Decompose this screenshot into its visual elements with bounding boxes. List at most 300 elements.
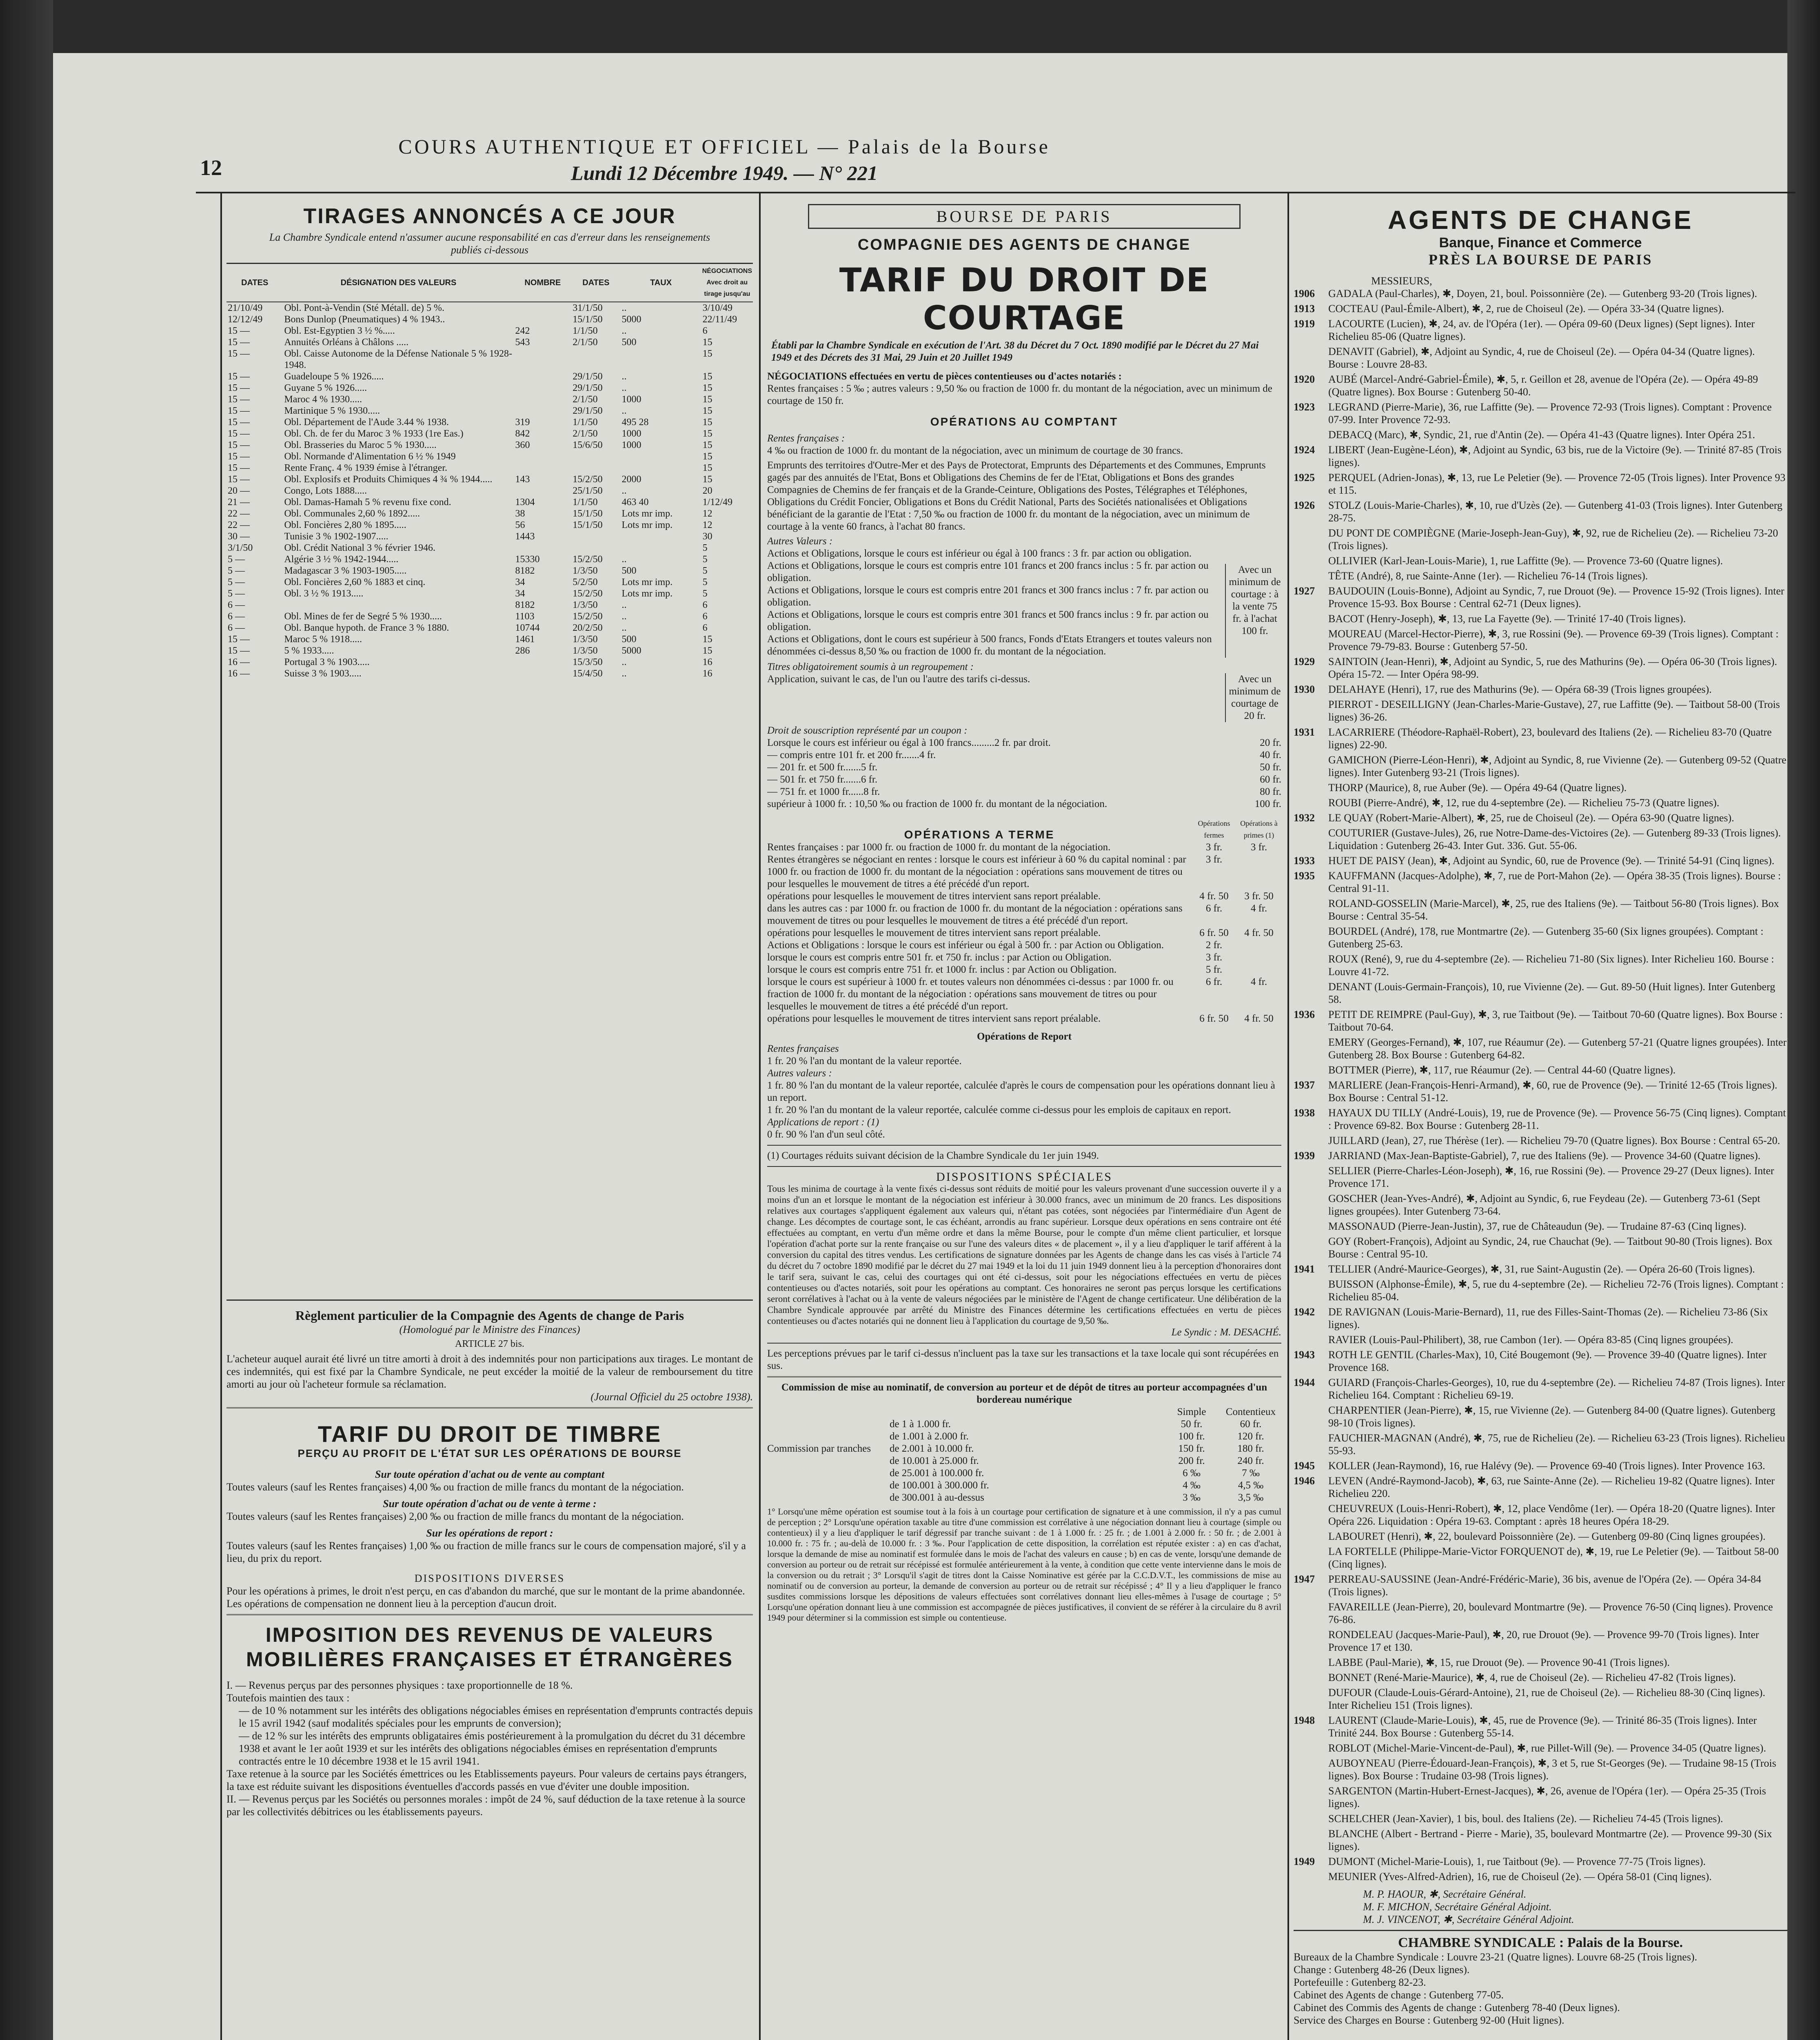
table-cell bbox=[514, 462, 571, 474]
table-cell: 15 — bbox=[228, 634, 250, 645]
list-item: 50 fr. bbox=[1260, 762, 1281, 773]
table-cell: .. bbox=[621, 623, 627, 633]
table-cell: 242 bbox=[515, 326, 530, 336]
table-cell: Algérie 3 ½ % 1942-1944..... bbox=[284, 554, 399, 565]
commission-row bbox=[890, 1467, 1281, 1479]
table-cell: Maroc 5 % 1918..... bbox=[284, 634, 362, 645]
tirages-title: TIRAGES ANNONCÉS A CE JOUR bbox=[303, 204, 676, 228]
table-cell: 1000 bbox=[621, 394, 641, 405]
autres-valeurs-list bbox=[767, 548, 1225, 658]
agent-year: 1927 bbox=[1294, 585, 1315, 597]
table-cell: 30 — bbox=[228, 531, 250, 542]
table-cell: 5 bbox=[702, 554, 708, 565]
table-cell: 6 — bbox=[228, 623, 245, 633]
agent-year: 1949 bbox=[1294, 1856, 1315, 1867]
nego-text: Rentes françaises : 5 ‰ ; autres valeurs : 9,50 ‰ ou fraction de 1000 fr. du montant de la négociation, avec un minimum de courtage de 150 fr. bbox=[767, 383, 1272, 406]
table-row bbox=[226, 337, 753, 348]
table-cell: 29/1/50 bbox=[573, 406, 603, 416]
terme-primes bbox=[1236, 964, 1281, 976]
agent-entry bbox=[1294, 1376, 1787, 1401]
agent-entry bbox=[1294, 827, 1787, 852]
agent-text: LEVEN (André-Raymond-Jacob), ✱, 63, rue Sainte-Anne (2e). — Richelieu 19-82 (Quatre lignes). Inter Richelieu 220. bbox=[1328, 1475, 1775, 1499]
table-cell: Madagascar 3 % 1903-1905..... bbox=[284, 565, 407, 576]
agent-entry bbox=[1294, 854, 1787, 867]
commission-row bbox=[890, 1443, 1281, 1455]
agent-year: 1937 bbox=[1294, 1079, 1315, 1091]
chambre-line: Cabinet des Commis des Agents de change : Gutenberg 78-40 (Deux lignes). bbox=[1294, 2002, 1620, 2013]
chambre-line: Portefeuille : Gutenberg 82-23. bbox=[1294, 1976, 1426, 1988]
report-a2: 1 fr. 20 % l'an du montant de la valeur reportée, calculée comme ci-dessus pour les emplois de capitaux en report. bbox=[767, 1104, 1231, 1115]
commission-row bbox=[890, 1455, 1281, 1467]
table-cell: Obl. Est-Egyptien 3 ½ %..... bbox=[284, 326, 395, 336]
table-cell: 1461 bbox=[515, 634, 535, 645]
table-cell: .. bbox=[621, 303, 627, 313]
table-cell: 15 bbox=[702, 337, 712, 348]
table-cell: .. bbox=[621, 657, 627, 667]
table-cell: 16 — bbox=[228, 657, 250, 667]
table-cell: Obl. Département de l'Aude 3.44 % 1938. bbox=[284, 417, 449, 428]
commission-row bbox=[890, 1430, 1281, 1443]
table-cell: 21/10/49 bbox=[228, 303, 263, 313]
terme-desc: opérations pour lesquelles le mouvement de titres intervient sans report préalable. bbox=[767, 1013, 1101, 1024]
terme-primes bbox=[1236, 939, 1281, 951]
agent-text: TELLIER (André-Maurice-Georges), ✱, 31, rue Saint-Augustin (2e). — Opéra 26-60 (Trois lignes). bbox=[1328, 1263, 1755, 1275]
table-row bbox=[226, 485, 753, 497]
imposition-p4: Taxe retenue à la source par les Sociétés émettrices ou les Etablissements payeurs. Pour valeurs de certains pays étrangers, la taxe est réduite suivant les dispositions éventuelles d'accords passés en vue d'éviter une double imposition. bbox=[226, 1768, 747, 1792]
table-cell: Guyane 5 % 1926..... bbox=[284, 383, 367, 393]
table-cell: Obl. Damas-Hamah 5 % revenu fixe cond. bbox=[284, 497, 451, 508]
agent-entry bbox=[1294, 554, 1787, 567]
table-cell bbox=[514, 668, 571, 679]
terme-desc: lorsque le cours est compris entre 751 fr. et 1000 fr. inclus : par Action ou Obligation. bbox=[767, 964, 1117, 975]
table-cell: 2/1/50 bbox=[573, 394, 598, 405]
table-cell: 842 bbox=[515, 428, 530, 439]
agent-text: PERQUEL (Adrien-Jonas), ✱, 13, rue Le Peletier (9e). — Provence 72-05 (Trois lignes). Inter Provence 93 et 115. bbox=[1328, 472, 1786, 496]
table-cell: 1000 bbox=[621, 428, 641, 439]
table-cell: 15 bbox=[702, 406, 712, 416]
table-cell bbox=[621, 531, 701, 542]
agent-entry bbox=[1294, 1573, 1787, 1598]
terme-row bbox=[767, 939, 1281, 951]
commission-row bbox=[890, 1479, 1281, 1492]
table-cell: 5000 bbox=[621, 645, 641, 656]
table-cell: 1000 bbox=[621, 440, 641, 450]
table-cell: Obl. Mines de fer de Segré 5 % 1930..... bbox=[284, 611, 442, 622]
table-cell bbox=[514, 394, 571, 405]
col-taux: TAUX bbox=[621, 264, 701, 302]
table-cell: 15 bbox=[702, 348, 712, 359]
agent-year: 1906 bbox=[1294, 288, 1315, 299]
table-cell: 463 40 bbox=[621, 497, 649, 508]
imposition-p2: — de 10 % notamment sur les intérêts des obligations négociables émises en représentation d'emprunts contractés depuis le 15 avril 1942 (sauf modalités spéciales pour les emprunts de conversion); bbox=[239, 1705, 753, 1729]
table-cell: 15 bbox=[702, 451, 712, 462]
table-cell: Lots mr imp. bbox=[621, 588, 673, 599]
agent-text: GOSCHER (Jean-Yves-André), ✱, Adjoint au Syndic, 6, rue Feydeau (2e). — Gutenberg 73-61 (Sept lignes groupées). Inter Gutenberg 73-64. bbox=[1328, 1193, 1760, 1217]
terme-fermes: 6 fr. 50 bbox=[1199, 927, 1229, 938]
table-cell: 15 — bbox=[228, 428, 250, 439]
agent-text: COUTURIER (Gustave-Jules), 26, rue Notre-Dame-des-Victoires (2e). — Gutenberg 89-33 (Trois lignes). Liquidation : Gutenberg 26-43. Inter Gut. 336. Gut. 55-06. bbox=[1328, 827, 1781, 851]
agent-year bbox=[1294, 1601, 1328, 1626]
table-cell: 5 bbox=[702, 588, 708, 599]
imposition-title: IMPOSITION DES REVENUS DE VALEURS MOBILIÈRES FRANÇAISES ET ÉTRANGÈRES bbox=[246, 1623, 733, 1671]
table-cell: 6 bbox=[702, 600, 708, 610]
agent-year bbox=[1294, 1278, 1328, 1303]
agent-year bbox=[1294, 1545, 1328, 1570]
list-item: Actions et Obligations, lorsque le cours est inférieur ou égal à 100 francs : 3 fr. par action ou obligation. bbox=[767, 548, 1192, 559]
table-row bbox=[226, 417, 753, 428]
table-cell: 15 — bbox=[228, 440, 250, 450]
commission-col-contentieux: Contentieux bbox=[1225, 1406, 1276, 1417]
table-cell: 20 bbox=[702, 486, 712, 496]
agent-text: ROTH LE GENTIL (Charles-Max), 10, Cité Bougemont (9e). — Provence 39-40 (Quatre lignes). Inter Provence 168. bbox=[1328, 1349, 1767, 1373]
table-cell: 5 % 1933..... bbox=[284, 645, 334, 656]
agent-entry bbox=[1294, 897, 1787, 922]
agent-year bbox=[1294, 612, 1328, 625]
timbre-disp-text-1: Pour les opérations à primes, le droit n'est perçu, en cas d'abandon du marché, que sur le montant de la prime abandonnée. bbox=[226, 1585, 745, 1597]
agent-text: BUISSON (Alphonse-Émile), ✱, 5, rue du 4-septembre (2e). — Richelieu 72-76 (Trois lignes). Comptant : Richelieu 85-04. bbox=[1328, 1278, 1784, 1303]
agent-year bbox=[1294, 1333, 1328, 1346]
rentes-fr-text: 4 ‰ ou fraction de 1000 fr. du montant de la négociation, avec un minimum de courtage de 30 francs. bbox=[767, 445, 1183, 456]
table-cell: 15 — bbox=[228, 371, 250, 382]
list-item: Actions et Obligations, dont le cours est supérieur à 500 francs, Fonds d'Etats Etrangers et toutes valeurs non dénommées ci-dessus 8,50 ‰ ou fraction de 1000 fr. du montant de la négociation. bbox=[767, 634, 1212, 657]
droit-list bbox=[767, 737, 1236, 810]
table-cell: 286 bbox=[515, 645, 530, 656]
agent-text: DENANT (Louis-Germain-François), 10, rue Vivienne (2e). — Gut. 89-50 (Huit lignes). Inter Gutenberg 58. bbox=[1328, 981, 1776, 1005]
table-cell: Lots mr imp. bbox=[621, 508, 673, 519]
terme-desc: lorsque le cours est compris entre 501 fr. et 750 fr. inclus : par Action ou Obligation. bbox=[767, 952, 1112, 963]
reglement-source: (Journal Officiel du 25 octobre 1938). bbox=[590, 1391, 753, 1403]
imposition-p1b: Toutefois maintien des taux : bbox=[226, 1692, 350, 1704]
chambre-title: CHAMBRE SYNDICALE : Palais de la Bourse. bbox=[1398, 1935, 1683, 1950]
terme-desc: Rentes étrangères se négociant en rentes : lorsque le cours est inférieur à 60 % du capital nominal : par 1000 fr. ou fraction de 1000 fr. du montant de la négociation : opérations sans mouvement de titres ou pour lesquelles le mouvement de titres a été précédé d'un report. bbox=[767, 854, 1186, 889]
table-row bbox=[226, 428, 753, 439]
agent-entry bbox=[1294, 925, 1787, 950]
table-row bbox=[226, 645, 753, 656]
staff-list bbox=[1294, 1888, 1787, 1926]
commission-simple: 200 fr. bbox=[1178, 1455, 1205, 1466]
table-row bbox=[226, 599, 753, 611]
emprunts-text: Emprunts des territoires d'Outre-Mer et des Pays de Protectorat, Emprunts des Départements et des Communes, Emprunts gagés par des annuités de l'Etat, Bons et Obligations des Chemins de fer de l'Etat, Obligations et Bons des grandes Compagnies de Chemins de fer français et de la Grande-Ceinture, Obligations des Postes, Télégraphes et Téléphones, Obligations du Crédit Foncier, Obligations et Bons du Crédit National, Parts des Sociétés nationalisées et Obligations bénéficiant de la garantie de l'Etat : 7,50 ‰ ou fraction de 1000 fr. du montant de la négociation, avec un minimum de courtage à la vente 60 francs, à l'achat 80 francs. bbox=[767, 460, 1266, 532]
table-row bbox=[226, 462, 753, 474]
table-row bbox=[226, 382, 753, 394]
commission-contentieux: 4,5 ‰ bbox=[1238, 1480, 1264, 1491]
agent-text: LEGRAND (Pierre-Marie), 36, rue Laffitte (9e). — Provence 72-93 (Trois lignes). Comptant : Provence 07-99. Inter Provence 72-93. bbox=[1328, 401, 1772, 426]
table-cell bbox=[514, 314, 571, 325]
table-cell: Obl. 3 ½ % 1913..... bbox=[284, 588, 364, 599]
agent-text: DENAVIT (Gabriel), ✱, Adjoint au Syndic, 4, rue de Choiseul (2e). — Opéra 04-34 (Quatre lignes). Bourse : Louvre 28-83. bbox=[1328, 346, 1755, 370]
table-cell: 5 bbox=[702, 577, 708, 588]
agent-entry bbox=[1294, 373, 1787, 398]
table-cell: Portugal 3 % 1903..... bbox=[284, 657, 370, 667]
op-report-heading: Opérations de Report bbox=[977, 1031, 1072, 1042]
terme-list bbox=[767, 841, 1281, 1025]
agent-entry bbox=[1294, 980, 1787, 1006]
agent-year bbox=[1294, 628, 1328, 653]
left-rule bbox=[220, 192, 222, 2040]
report-a1: 1 fr. 80 % l'an du montant de la valeur reportée, calculée d'après le cours de compensation pour les opérations donnant lieu à un report. bbox=[767, 1080, 1275, 1103]
terme-row bbox=[767, 854, 1281, 890]
table-cell: 6 — bbox=[228, 611, 245, 622]
agent-text: COCTEAU (Paul-Émile-Albert), ✱, 2, rue de Choiseul (2e). — Opéra 33-34 (Quatre lignes). bbox=[1328, 303, 1724, 315]
scan-edge-shadow bbox=[1787, 0, 1820, 2040]
commission-range: de 1 à 1.000 fr. bbox=[890, 1419, 951, 1430]
terme-row bbox=[767, 951, 1281, 964]
agent-year bbox=[1294, 897, 1328, 922]
agent-text: FAUCHIER-MAGNAN (André), ✱, 75, rue de Richelieu (2e). — Richelieu 63-23 (Trois lignes). Richelieu 55-93. bbox=[1328, 1432, 1785, 1457]
timbre-s3-text: Toutes valeurs (sauf les Rentes françaises) 1,00 ‰ ou fraction de mille francs sur le cours de compensation majoré, s'il y a lieu, du prix du report. bbox=[226, 1540, 746, 1564]
agent-text: BACOT (Henry-Joseph), ✱, 13, rue La Fayette (9e). — Trinité 17-40 (Trois lignes). bbox=[1328, 613, 1686, 625]
agent-year: 1930 bbox=[1294, 683, 1315, 695]
table-cell: 143 bbox=[515, 474, 530, 485]
col-remb-dates: DATES bbox=[571, 264, 620, 302]
table-cell: 15 — bbox=[228, 326, 250, 336]
agent-year bbox=[1294, 1235, 1328, 1260]
chambre-list bbox=[1294, 1951, 1787, 2027]
agent-text: DE RAVIGNAN (Louis-Marie-Bernard), 11, rue des Filles-Saint-Thomas (2e). — Richelieu 73-86 (Six lignes). bbox=[1328, 1306, 1768, 1330]
list-item: Lorsque le cours est inférieur ou égal à 100 francs.........2 fr. par droit. bbox=[767, 737, 1051, 748]
table-cell: 16 bbox=[702, 657, 712, 667]
terme-row bbox=[767, 927, 1281, 939]
agent-text: AUBOYNEAU (Pierre-Édouard-Jean-François), ✱, 3 et 5, rue St-Georges (9e). — Trudaine 98-15 (Trois lignes). Box Bourse : Trudaine 03-98 (Trois lignes). bbox=[1328, 1757, 1776, 1782]
agent-text: JARRIAND (Max-Jean-Baptiste-Gabriel), 7, rue des Italiens (9e). — Provence 34-60 (Quatre lignes). bbox=[1328, 1150, 1761, 1162]
agent-text: SARGENTON (Martin-Hubert-Ernest-Jacques), ✱, 26, avenue de l'Opéra (1er). — Opéra 25-35 (Trois lignes). bbox=[1328, 1785, 1766, 1809]
table-row bbox=[226, 348, 753, 371]
agent-year bbox=[1294, 1064, 1328, 1076]
agent-year bbox=[1294, 1785, 1328, 1810]
agent-text: ROUBI (Pierre-André), ✱, 12, rue du 4-septembre (2e). — Richelieu 75-73 (Quatre lignes). bbox=[1328, 797, 1720, 809]
agent-text: THORP (Maurice), 8, rue Auber (9e). — Opéra 49-64 (Quatre lignes). bbox=[1328, 782, 1627, 794]
agent-text: OLLIVIER (Karl-Jean-Louis-Marie), 1, rue Laffitte (9e). — Provence 73-60 (Quatre lignes). bbox=[1328, 555, 1723, 567]
table-cell: 34 bbox=[515, 588, 525, 599]
commission-contentieux: 240 fr. bbox=[1237, 1455, 1264, 1466]
col-nombre: NOMBRE bbox=[514, 264, 571, 302]
agent-text: SAINTOIN (Jean-Henri), ✱, Adjoint au Syndic, 5, rue des Mathurins (9e). — Opéra 06-30 (Trois lignes). Opéra 15-72. — Inter Opéra 98-99. bbox=[1328, 656, 1777, 680]
table-cell: 5 bbox=[702, 543, 708, 553]
commission-contentieux: 7 ‰ bbox=[1242, 1468, 1260, 1479]
agent-entry bbox=[1294, 1601, 1787, 1626]
table-cell: 15 — bbox=[228, 337, 250, 348]
agent-year: 1926 bbox=[1294, 499, 1315, 511]
agent-year: 1943 bbox=[1294, 1349, 1315, 1361]
chambre-line: Bureaux de la Chambre Syndicale : Louvre 23-21 (Quatre lignes). Louvre 68-25 (Trois lignes). bbox=[1294, 1951, 1697, 1963]
disp-spec-text: Tous les minima de courtage à la vente fixés ci-dessus sont réduits de moitié pour les valeurs provenant d'une succession ouverte il y a moins d'un an et lorsque le montant de la négociation est inférieur à 30.000 francs, avec un minimum de 20 francs. Les dispositions relatives aux courtages s'appliquent également aux valeurs qui, n'étant pas cotées, sont négociées par l'intermédiaire d'un Agent de change. Les décomptes de courtage sont, le cas échéant, arrondis au franc supérieur. Lorsque deux opérations en sens contraire ont été effectuées au comptant, en vertu d'un même ordre et dans la même Bourse, pour le compte d'un même client particulier, et lorsque l'opération d'achat porte sur la rente française ou sur l'une des valeurs dites « de placement », il y a lieu d'appliquer le tarif afférent à la conversion du capital des titres vendus. Les certifications de signature données par les Agents de change dans les cas visés à l'article 74 du décret du 7 octobre 1890 modifié par le décret du 27 mai 1949 et la loi du 11 juin 1949 donnent lieu à la perception d'honoraires dont le tarif sera, suivant le cas, celui des courtages qui ont été ci-dessus, soit pour les négociations effectuées en vertu de pièces contentieuses ou d'actes notariés, soit pour les opérations au comptant. Ces honoraires ne seront pas perçus lorsque les certifications seront corrélatives à l'achat ou à la vente de valeurs négociées par le ministère de l'Agent de change certificateur. Une délibération de la Chambre Syndicale approuvée par arrêté du Ministre des Finances détermine les certifications effectuées en vertu de pièces contentieuses ou d'actes notariés qui ne donnent lieu à l'application du courtage de 9,50 ‰. bbox=[767, 1184, 1281, 1326]
agent-text: CHEUVREUX (Louis-Henri-Robert), ✱, 12, place Vendôme (1er). — Opéra 18-20 (Quatre lignes). Inter Opéra 226. Liquidation : Opéra 19-63. Comptant : après 18 heures Opéra 18-29. bbox=[1328, 1503, 1775, 1527]
table-cell bbox=[571, 542, 620, 554]
agent-year bbox=[1294, 1628, 1328, 1654]
commission-simple: 4 ‰ bbox=[1183, 1480, 1201, 1491]
terme-primes: 4 fr. 50 bbox=[1244, 927, 1274, 938]
table-cell: .. bbox=[621, 554, 627, 565]
table-cell: .. bbox=[621, 406, 627, 416]
agent-entry bbox=[1294, 1079, 1787, 1104]
agent-year: 1913 bbox=[1294, 303, 1315, 315]
terme-fermes: 3 fr. bbox=[1205, 952, 1223, 963]
commission-row bbox=[890, 1418, 1281, 1430]
commission-range: de 300.001 à au-dessus bbox=[890, 1492, 984, 1503]
staff-member: M. F. MICHON, Secrétaire Général Adjoint. bbox=[1363, 1901, 1552, 1913]
agent-text: DUFOUR (Claude-Louis-Gérard-Antoine), 21, rue de Choiseul (2e). — Richelieu 88-30 (Cinq lignes). Inter Richelieu 151 (Trois lignes). bbox=[1328, 1687, 1765, 1711]
agent-entry bbox=[1294, 585, 1787, 610]
timbre-title: TARIF DU DROIT DE TIMBRE bbox=[317, 1421, 662, 1447]
agent-year: 1929 bbox=[1294, 656, 1315, 667]
agent-text: DELAHAYE (Henri), 17, rue des Mathurins (9e). — Opéra 68-39 (Trois lignes groupées). bbox=[1328, 683, 1712, 695]
rentes-fr-label: Rentes françaises : bbox=[767, 433, 845, 444]
agent-entry bbox=[1294, 1333, 1787, 1346]
commission-range: de 2.001 à 10.000 fr. bbox=[890, 1443, 974, 1454]
table-cell: 5 — bbox=[228, 577, 245, 588]
minimum-note: Avec un minimum de courtage : à la vente 75 fr. à l'achat 100 fr. bbox=[1225, 564, 1281, 658]
col-dates: DATES bbox=[226, 264, 283, 302]
table-cell: 15 — bbox=[228, 383, 250, 393]
agent-entry bbox=[1294, 1827, 1787, 1853]
table-cell: 15 bbox=[702, 440, 712, 450]
commission-table bbox=[890, 1418, 1281, 1504]
agent-entry bbox=[1294, 1432, 1787, 1457]
table-cell: 6 bbox=[702, 623, 708, 633]
titres-oblig-label: Titres obligatoirement soumis à un regroupement : bbox=[767, 661, 974, 672]
agent-year: 1919 bbox=[1294, 318, 1315, 330]
commission-contentieux: 180 fr. bbox=[1237, 1443, 1264, 1454]
reglement-title: Règlement particulier de la Compagnie des Agents de change de Paris bbox=[295, 1308, 684, 1323]
agent-year: 1925 bbox=[1294, 472, 1315, 483]
agent-entry bbox=[1294, 1164, 1787, 1190]
timbre-s2-text: Toutes valeurs (sauf les Rentes françaises) 2,00 ‰ ou fraction de mille francs du montant de la négociation. bbox=[226, 1510, 684, 1522]
agent-entry bbox=[1294, 1235, 1787, 1260]
agent-text: MOUREAU (Marcel-Hector-Pierre), ✱, 3, rue Rossini (9e). — Provence 69-39 (Trois lignes). Comptant : Provence 79-79-83. Bourse : Gutenberg 57-50. bbox=[1328, 628, 1779, 652]
table-cell: 16 bbox=[702, 668, 712, 679]
agent-text: TÊTE (André), 8, rue Sainte-Anne (1er). — Richelieu 76-14 (Trois lignes). bbox=[1328, 570, 1648, 582]
terme-primes: 4 fr. bbox=[1250, 903, 1267, 914]
agent-entry bbox=[1294, 628, 1787, 653]
agent-year bbox=[1294, 698, 1328, 723]
table-cell: 38 bbox=[515, 508, 525, 519]
table-cell: 22 — bbox=[228, 520, 250, 530]
agent-text: EMERY (Georges-Fernand), ✱, 107, rue Réaumur (2e). — Gutenberg 57-21 (Quatre lignes groupées). Inter Gutenberg 28. Box Bourse : Gutenberg 64-82. bbox=[1328, 1036, 1787, 1061]
table-cell bbox=[571, 348, 620, 371]
table-cell bbox=[621, 348, 701, 371]
agent-text: GAMICHON (Pierre-Léon-Henri), ✱, Adjoint au Syndic, 8, rue Vivienne (2e). — Gutenberg 09-52 (Quatre lignes). Inter Gutenberg 93-21 (Trois lignes). bbox=[1328, 754, 1787, 778]
agent-year bbox=[1294, 953, 1328, 978]
agent-year: 1935 bbox=[1294, 870, 1315, 882]
table-cell: 1/12/49 bbox=[702, 497, 732, 508]
table-cell: 15 — bbox=[228, 451, 250, 462]
table-cell: Annuités Orléans à Châlons ..... bbox=[284, 337, 409, 348]
agent-year bbox=[1294, 1757, 1328, 1782]
chambre-line: Service des Charges en Bourse : Gutenberg 92-00 (Huit lignes). bbox=[1294, 2014, 1565, 2026]
agent-entry bbox=[1294, 401, 1787, 426]
agent-text: BOTTMER (Pierre), ✱, 117, rue Réaumur (2e). — Central 44-60 (Quatre lignes). bbox=[1328, 1064, 1676, 1076]
agent-year: 1947 bbox=[1294, 1573, 1315, 1585]
agent-text: LE QUAY (Robert-Marie-Albert), ✱, 25, rue de Choiseul (2e). — Opéra 63-90 (Quatre lignes). bbox=[1328, 812, 1734, 824]
list-item: Actions et Obligations, lorsque le cours est compris entre 301 francs et 500 francs inclus : 9 fr. par action ou obligation. bbox=[767, 609, 1209, 632]
agent-text: LACARRIERE (Théodore-Raphaël-Robert), 23, boulevard des Italiens (2e). — Richelieu 83-70 (Quatre lignes) 22-90. bbox=[1328, 726, 1772, 751]
report-autres-label: Autres valeurs : bbox=[767, 1068, 832, 1079]
table-row bbox=[226, 451, 753, 462]
agent-text: LIBERT (Jean-Eugène-Léon), ✱, Adjoint au Syndic, 63 bis, rue de la Victoire (9e). — Trinité 87-85 (Trois lignes). bbox=[1328, 444, 1782, 468]
agent-entry bbox=[1294, 869, 1787, 895]
agent-entry bbox=[1294, 428, 1787, 441]
table-cell: 10744 bbox=[515, 623, 540, 633]
agent-entry bbox=[1294, 1278, 1787, 1303]
right-column bbox=[1294, 200, 1787, 2040]
agent-text: PETIT DE REIMPRE (Paul-Guy), ✱, 3, rue Taitbout (9e). — Taitbout 70-60 (Quatre lignes). Box Bourse : Taitbout 70-64. bbox=[1328, 1009, 1783, 1033]
agent-text: CHARPENTIER (Jean-Pierre), ✱, 15, rue Vivienne (2e). — Gutenberg 84-00 (Quatre lignes). Gutenberg 98-10 (Trois lignes). bbox=[1328, 1404, 1776, 1429]
table-cell bbox=[514, 451, 571, 462]
agent-entry bbox=[1294, 287, 1787, 300]
agent-year bbox=[1294, 1686, 1328, 1712]
agent-entry bbox=[1294, 1855, 1787, 1868]
agent-entry bbox=[1294, 1757, 1787, 1782]
table-row bbox=[226, 474, 753, 485]
col-negociations: NÉGOCIATIONS Avec droit au tirage jusqu'au bbox=[701, 264, 753, 302]
agent-entry bbox=[1294, 1812, 1787, 1825]
terme-row bbox=[767, 890, 1281, 902]
agent-year bbox=[1294, 1671, 1328, 1684]
table-cell: 15 — bbox=[228, 348, 250, 359]
table-cell: 5 — bbox=[228, 565, 245, 576]
table-cell: 56 bbox=[515, 520, 525, 530]
table-cell: 15 bbox=[702, 634, 712, 645]
chambre-line: Change : Gutenberg 48-26 (Deux lignes). bbox=[1294, 1964, 1470, 1976]
table-cell: 34 bbox=[515, 577, 525, 588]
table-cell: Maroc 4 % 1930..... bbox=[284, 394, 362, 405]
agent-entry bbox=[1294, 1348, 1787, 1374]
table-cell bbox=[571, 451, 620, 462]
table-row bbox=[226, 611, 753, 622]
agent-year bbox=[1294, 781, 1328, 794]
table-cell: Martinique 5 % 1930..... bbox=[284, 406, 380, 416]
middle-column bbox=[767, 200, 1281, 2040]
terme-desc: Rentes françaises : par 1000 fr. ou fraction de 1000 fr. du montant de la négociation. bbox=[767, 842, 1111, 853]
list-item: supérieur à 1000 fr. : 10,50 ‰ ou fraction de 1000 fr. du montant de la négociation. bbox=[767, 798, 1108, 809]
table-cell: 21 — bbox=[228, 497, 250, 508]
agent-entry bbox=[1294, 698, 1787, 723]
table-cell: 495 28 bbox=[621, 417, 649, 428]
table-cell: Obl. Foncières 2,80 % 1895..... bbox=[284, 520, 406, 530]
table-row bbox=[226, 439, 753, 451]
agent-text: MEUNIER (Yves-Alfred-Adrien), 16, rue de Choiseul (2e). — Opéra 58-01 (Cinq lignes). bbox=[1328, 1871, 1712, 1883]
terme-desc: Actions et Obligations : lorsque le cours est inférieur ou égal à 500 fr. : par Action ou Obligation. bbox=[767, 940, 1164, 951]
agent-text: GADALA (Paul-Charles), ✱, Doyen, 21, boul. Poissonnière (2e). — Gutenberg 93-20 (Trois lignes). bbox=[1328, 288, 1757, 299]
table-cell: 1/1/50 bbox=[573, 326, 598, 336]
agent-entry bbox=[1294, 1628, 1787, 1654]
minimum-note-2: Avec un minimum de courtage de 20 fr. bbox=[1225, 673, 1281, 722]
agent-text: LAURENT (Claude-Marie-Louis), ✱, 45, rue de Provence (9e). — Trinité 86-35 (Trois lignes). Inter Trinité 244. Box Bourse : Gutenberg 55-14. bbox=[1328, 1714, 1757, 1739]
agent-year: 1933 bbox=[1294, 855, 1315, 867]
table-cell bbox=[621, 462, 701, 474]
table-cell: 1304 bbox=[515, 497, 535, 508]
table-cell: 29/1/50 bbox=[573, 383, 603, 393]
agent-year bbox=[1294, 796, 1328, 809]
agent-year bbox=[1294, 1192, 1328, 1217]
table-cell: .. bbox=[621, 600, 627, 610]
agent-text: MASSONAUD (Pierre-Jean-Justin), 37, rue de Châteaudun (9e). — Trudaine 87-63 (Cinq lignes). bbox=[1328, 1220, 1747, 1232]
table-cell: 15/3/50 bbox=[573, 657, 603, 667]
table-cell: 5 — bbox=[228, 554, 245, 565]
terme-row bbox=[767, 1013, 1281, 1025]
commission-range: de 10.001 à 25.000 fr. bbox=[890, 1455, 979, 1466]
agent-text: LABOURET (Henri), ✱, 22, boulevard Poissonnière (2e). — Gutenberg 09-80 (Cinq lignes groupées). bbox=[1328, 1530, 1766, 1542]
agent-text: KAUFFMANN (Jacques-Adolphe), ✱, 7, rue de Port-Mahon (2e). — Opéra 38-35 (Trois lignes). Bourse : Central 91-11. bbox=[1328, 870, 1781, 894]
table-cell: 15 — bbox=[228, 394, 250, 405]
terme-primes: 4 fr. bbox=[1250, 976, 1267, 987]
commission-simple: 100 fr. bbox=[1178, 1431, 1205, 1442]
col-fermes: Opérations fermes bbox=[1198, 819, 1230, 839]
terme-primes bbox=[1236, 951, 1281, 964]
table-cell: 2/1/50 bbox=[573, 428, 598, 439]
agent-text: HUET DE PAISY (Jean), ✱, Adjoint au Syndic, 60, rue de Provence (9e). — Trinité 54-91 (Cinq lignes). bbox=[1328, 855, 1775, 867]
agents-subtitle: Banque, Finance et Commerce bbox=[1439, 235, 1642, 251]
